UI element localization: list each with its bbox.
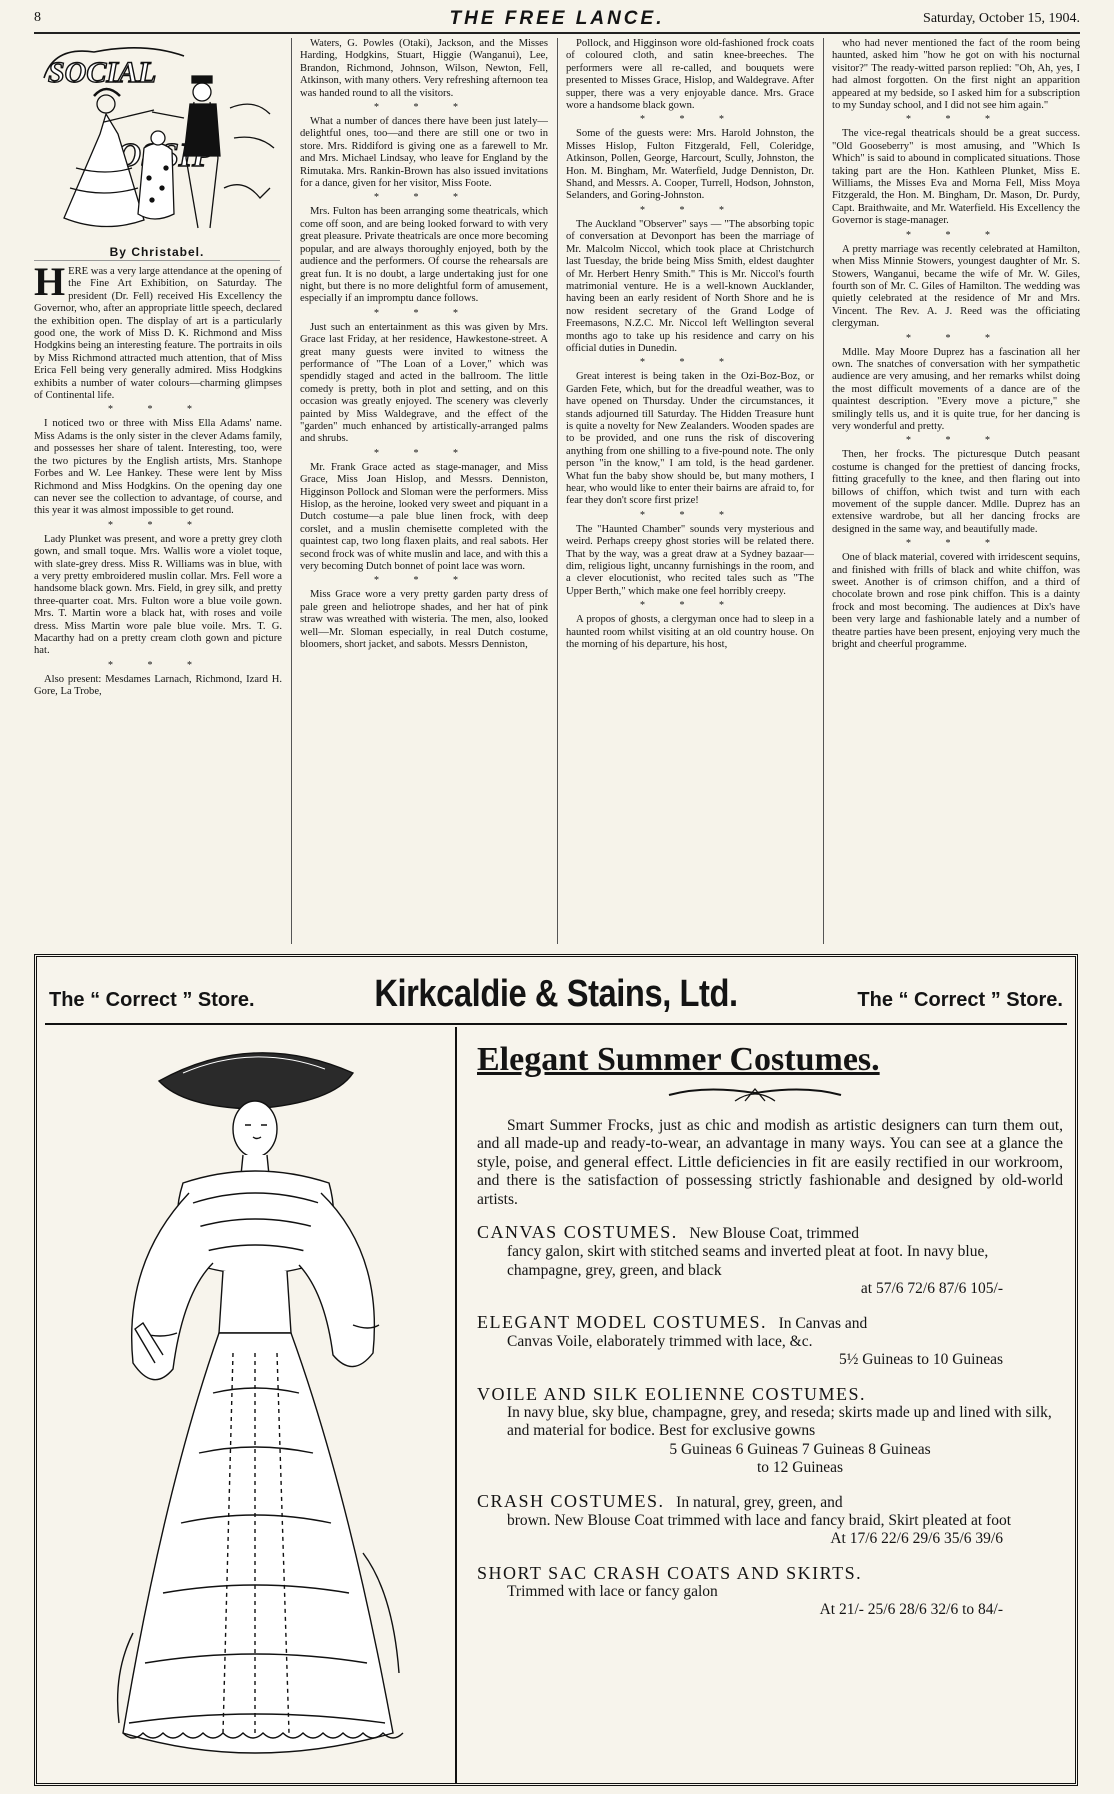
costume-item [477, 1563, 1063, 1620]
item-price: At 21/- 25/6 28/6 32/6 to 84/- [819, 1601, 1003, 1619]
article-paragraph: The Auckland "Observer" says — "The absorbing topic of conversation at Devonport has been the marriage of Mr. Malcolm Niccol, which took place at Christchurch last Tuesday, the bride being Miss Smith, eldest daughter of Mr. Herbert Henry Smith." This is Mr. Niccol's fourth matrimonial venture. He is a well-known Aucklander, having been an early resident of North Shore and he is now resident secretary of the Grand Lodge of Freemasons, N.Z.C. Mr. Niccol left Wellington several months ago to take up his residence and carry on his official duties in Dunedin. [566, 218, 814, 354]
social-gossip-cartoon [34, 38, 280, 261]
section-separator: * * * [108, 404, 208, 416]
item-price: at 57/6 72/6 87/6 105/- [860, 1280, 1003, 1298]
item-name: ELEGANT MODEL COSTUMES. [477, 1311, 767, 1332]
costume-item [477, 1384, 1063, 1478]
ornamental-flourish-icon [665, 1083, 845, 1103]
article-paragraph: Mr. Frank Grace acted as stage-manager, and Miss Grace, Miss Joan Hislop, and Messrs. Denniston, Higginson Pollock and Sloman were the performers. Miss Hislop, as the heroine, looked very sweet and piquant in a Dutch costume—a pale blue linen frock, with deep corslet, and a muslin chemisette completed with the quaintest cap, two long flaxen plaits, and real sabots. Her second frock was of white muslin and lace, and with this a very becoming Dutch bonnet of point lace was worn. [300, 461, 548, 573]
newspaper-title: THE FREE LANCE. [449, 8, 665, 29]
advert-heading: Elegant Summer Costumes. [477, 1041, 880, 1078]
item-name: VOILE AND SILK EOLIENNE COSTUMES. [477, 1383, 866, 1404]
section-separator: * * * [108, 519, 208, 531]
item-description: fancy galon, skirt with stitched seams and inverted pleat at foot. In navy blue, champagne, grey, green, and black [507, 1243, 989, 1279]
item-desc-first: New Blouse Coat, trimmed [689, 1225, 859, 1243]
column-4 [832, 38, 1080, 948]
item-name: CRASH COSTUMES. [477, 1490, 665, 1511]
masthead [34, 8, 1080, 32]
section-separator: * * * [906, 538, 1006, 550]
costume-item [477, 1223, 1063, 1299]
article-paragraph: Just such an entertainment as this was given by Mrs. Grace last Friday, at her residence, Hawkestone-street. A great many guests were invited to witness the performance of "The Loan of a Lover," which was spendidly staged and acted in the ballroom. The little comedy is pretty, both in plot and setting, and on this occasion was greatly enjoyed. The scenery was cleverly painted by Miss Waldegrave, and the effect of the "garden" much enhanced by artistically-arranged palms and shrubs. [300, 321, 548, 445]
byline: By Christabel. [109, 244, 205, 259]
article-paragraph: I noticed two or three with Miss Ella Adams' name. Miss Adams is the only sister in the clever Adams family, and possesses her share of talent. Interesting, too, were the two pictures by the English artists, Mrs. Stanhope Forbes and W. Lee Hankey. These were lent by Miss Richmond and Miss Hodgkins. On the opening day one can never see the collection to advantage, of course, and this year it was almost impossible to get round. [34, 418, 282, 517]
article-paragraph: Great interest is being taken in the Ozi-Boz-Boz, or Garden Fete, which, but for the dreadful weather, was to have opened on Thursday. Under the circumstances, it stands adjourned till Saturday. The Hidden Treasure hunt is quite a novelty for New Zealanders. Wooden spades are to be provided, and one runs the risk of discovering anything from one shilling to a five-pound note. The only person "in the know," I am told, is the head gardener. What fun the baby show should be, but many mothers, I hear, who would like to enter their bairns are afraid to, for fear they don't score first prize! [566, 371, 814, 507]
section-separator: * * * [640, 357, 740, 369]
kirkcaldie-stains-advert [34, 954, 1078, 1786]
section-separator: * * * [640, 114, 740, 126]
section-separator: * * * [374, 102, 474, 114]
column-rule [291, 38, 292, 944]
lady-in-summer-costume-illustration [63, 1033, 447, 1775]
article-paragraph: who had never mentioned the fact of the room being haunted, asked him "how he got on with his nocturnal visitor?" The ready-witted parson replied: "Oh, Ah, yes, I had almost forgotten. On the first night an apparition appeared at my bedside, so I asked him for a subscription to my Sunday school, and I did not see him again." [832, 38, 1080, 112]
column-rule [823, 38, 824, 944]
item-description: In navy blue, sky blue, champagne, grey, and reseda; skirts made up and lined with silk, and material for bodice. Best for exclusive gowns [507, 1403, 1052, 1440]
article-paragraph: Waters, G. Powles (Otaki), Jackson, and the Misses Harding, Hodgkins, Stuart, Higgie (Wanganui), Lee, Brandon, Richmond, Johnson, Wilson, Newton, Fell, Atkinson, with many others. Very refreshing afternoon tea was handed round to all the visitors. [300, 38, 548, 99]
advert-copy [477, 1027, 1063, 1777]
advert-intro: Smart Summer Frocks, just as chic and modish as artistic designers can turn them out, and all made-up and ready-to-wear, an advantage in many ways. You can see at a glance the style, poise, and general effect. Little deficiencies in fit are easily rectified in our workroom, and there is the satisfaction of possessing strictly fashionable and designed by old-world artists. [477, 1117, 1063, 1208]
section-separator: * * * [906, 332, 1006, 344]
item-description: brown. New Blouse Coat trimmed with lace and fancy braid, Skirt pleated at foot [507, 1511, 1012, 1529]
section-separator: * * * [906, 229, 1006, 241]
article-paragraph: One of black material, covered with irridescent sequins, and finished with frills of black and white chiffon, was sweet. Another is of crimson chiffon, and a third of chocolate brown and rose pink chiffon. This is a dainty frock and most becoming. The audiences at Dix's have been very large and fashionable lately and a number of theatre parties have been present, enjoying very much the bright and cheerful programme. [832, 552, 1080, 651]
article-paragraph: Also present: Mesdames Larnach, Richmond, Izard H. Gore, La Trobe, [34, 673, 282, 698]
fashion-figure [63, 1033, 447, 1775]
article-paragraph: The "Haunted Chamber" sounds very mysterious and weird. Perhaps creepy ghost stories will be related there. That by the way, was a great draw at a Sydney bazaar—dim, religious light, uncanny furnishings in the room, and a clever elocutionist, who recited tales such as "The Upper Berth," which make one feel horribly creepy. [566, 523, 814, 597]
section-separator: * * * [640, 509, 740, 521]
masthead-rule [34, 32, 1080, 34]
item-price: 5 Guineas 6 Guineas 7 Guineas 8 Guineas [669, 1440, 931, 1458]
article-paragraph: HERE was a very large attendance at the opening of the Fine Art Exhibition, on Saturday. The president (Dr. Fell) received His Excellency the Governor, who, after an appropriate little speech, declared the exhibition open. The display of art is a particularly good one, the work of Miss D. K. Richmond and Miss Hodgkins being an interesting feature. The portraits in oils by Miss Richmond attracted much attention, that of Miss Erica Fell being very generally admired. Miss Hodgkins exhibits a number of water colours—charming glimpses of Continental life. [34, 259, 282, 402]
advert-rule [45, 1023, 1067, 1025]
article-paragraph: Mrs. Fulton has been arranging some theatricals, which come off soon, and are being looked forward to with very great pleasure. Private theatricals are once more becoming popular, and are always thoroughly enjoyed, both by the audience and the performers. Of course the rehearsals are great fun. It is no doubt, a large undertaking just for one night, but there is no more delightful form of amusement, especially if an impromptu dance follows. [300, 206, 548, 305]
article-paragraph: Pollock, and Higginson wore old-fashioned frock coats of coloured cloth, and satin knee-breeches. The performers were all re-called, and bouquets were presented to Misses Grace, Hislop, and Waldegrave. After supper, there was a very enjoyable dance. Mrs. Grace wore a handsome black gown. [566, 38, 814, 112]
page-number: 8 [34, 10, 41, 25]
article-paragraph: A propos of ghosts, a clergyman once had to sleep in a haunted room whilst visiting at an old country house. On the morning of his departure, his host, [566, 614, 814, 651]
item-desc-first: In natural, grey, green, and [676, 1493, 843, 1511]
article-paragraph: What a number of dances there have been just lately—delightful ones, too—and there are still one or two in store. Mrs. Riddiford is giving one as a farewell to Mr. and Mrs. Michael Lindsay, who leave for England by the Rimutaka. Mrs. Rankin-Brown has also issued invitations for a dance, given for her visitor, Miss Foote. [300, 116, 548, 190]
store-tagline-left: The “ Correct ” Store. [49, 989, 255, 1011]
article-paragraph: Miss Grace wore a very pretty garden party dress of pale green and heliotrope shades, and her hat of pink straw was wreathed with wisteria. The men, also, looked well—Mr. Sloman especially, in real Dutch costume, bloomers, short jacket, and sabots. Messrs Denniston, [300, 589, 548, 651]
article-paragraph: A pretty marriage was recently celebrated at Hamilton, when Miss Minnie Stowers, youngest daughter of Mr. S. Stowers, Wanganui, became the wife of Mr. W. Giles, fourth son of Mr. C. Giles of Hamilton. The wedding was quietly celebrated at the residence of Mr and Mrs. Vincent. The Rev. A. J. Reed was the officiating clergyman. [832, 243, 1080, 330]
advert-divider [455, 1027, 457, 1783]
costume-item [477, 1492, 1063, 1549]
section-separator: * * * [374, 447, 474, 459]
item-description: Trimmed with lace or fancy galon [507, 1582, 718, 1600]
column-3 [566, 38, 814, 948]
column-rule [557, 38, 558, 944]
item-desc-first: In Canvas and [778, 1314, 868, 1332]
section-separator: * * * [374, 575, 474, 587]
article-paragraph: The vice-regal theatricals should be a great success. "Old Gooseberry" is most amusing, and "Which Is Which" is said to abound in complicated situations. Those taking part are the Hon. Kathleen Plunket, Miss E. Williams, the Misses Eva and Morna Fell, Miss Moya Fitzgerald, the Hon. M. Bingham, Dr. Mason, Dr. Purdy, Capt. Braithwaite, and Mr. Waterfield. His Excellency the Governor is stage-manager. [832, 128, 1080, 227]
article-paragraph: Lady Plunket was present, and wore a pretty grey cloth gown, and small toque. Mrs. Wallis wore a violet toque, with slate-grey dress. Miss R. Williams was in blue, with a very pretty embroidered muslin collar. Mrs. Fell wore a handsome black gown. Mrs. Field, in grey silk, and pretty three-quarter coat. Mrs. Fulton wore a blue voile gown. Mrs. T. Martin wore a black hat, with roses and voile dress. Miss Martin wore pale blue voile. Mrs. T. G. Macarthy had on a pretty cream cloth gown and picture hat. [34, 533, 282, 657]
store-tagline-right: The “ Correct ” Store. [857, 989, 1063, 1011]
item-name: SHORT SAC CRASH COATS AND SKIRTS. [477, 1562, 863, 1583]
item-name: CANVAS COSTUMES. [477, 1222, 678, 1243]
article-paragraph: Then, her frocks. The picturesque Dutch peasant costume is changed for the prettiest of dancing frocks, fitting gracefully to the knee, and then flaring out into billows of chiffon, which twist and turn with each movement of the supple dancer. Mdlle. Duprez has an extensive wardrobe, but all her dancing frocks are designed in the same way, and beautifully made. [832, 449, 1080, 535]
section-separator: * * * [906, 114, 1006, 126]
article-paragraph: Mdlle. May Moore Duprez has a fascination all her own. The snatches of conversation with her sympathetic audience are very amusing, and her remarks whilst doing the most difficult movements of a dance are of the quaintest description. "Every move a picture," she smilingly tells us, and it is quite true, for her dancing is very wonderful and pretty. [832, 346, 1080, 432]
svg-text:SOCIAL: SOCIAL [48, 56, 157, 89]
section-separator: * * * [374, 307, 474, 319]
item-description: Canvas Voile, elaborately trimmed with lace, &c. [507, 1333, 813, 1351]
costume-item [477, 1313, 1063, 1370]
dancing-couple-illustration [34, 38, 280, 238]
column-2 [300, 38, 548, 948]
article-paragraph: Some of the guests were: Mrs. Harold Johnston, the Misses Hislop, Fulton Fitzgerald, Fell, Coleridge, Atkinson, Pollen, George, Harcourt, Scully, Johnston, the Hon. M. Bingham, Mr. Waterfield, Judge Denniston, Dr. Shand, and Messrs. A. Cooper, Turrell, Hodson, Johnston, Selanders, and Goring-Johnston. [566, 128, 814, 202]
section-separator: * * * [108, 659, 208, 671]
section-separator: * * * [374, 192, 474, 204]
item-price: 5½ Guineas to 10 Guineas [838, 1351, 1003, 1369]
section-separator: * * * [640, 204, 740, 216]
item-price-continued: to 12 Guineas [756, 1459, 844, 1477]
section-separator: * * * [906, 435, 1006, 447]
article-columns [34, 38, 1080, 948]
firm-name: Kirkcaldie & Stains, Ltd. [374, 973, 738, 1015]
item-price: At 17/6 22/6 29/6 35/6 39/6 [830, 1530, 1003, 1548]
issue-date: Saturday, October 15, 1904. [923, 11, 1080, 26]
advert-header [37, 971, 1075, 1021]
column-1 [34, 38, 282, 948]
section-separator: * * * [640, 600, 740, 612]
